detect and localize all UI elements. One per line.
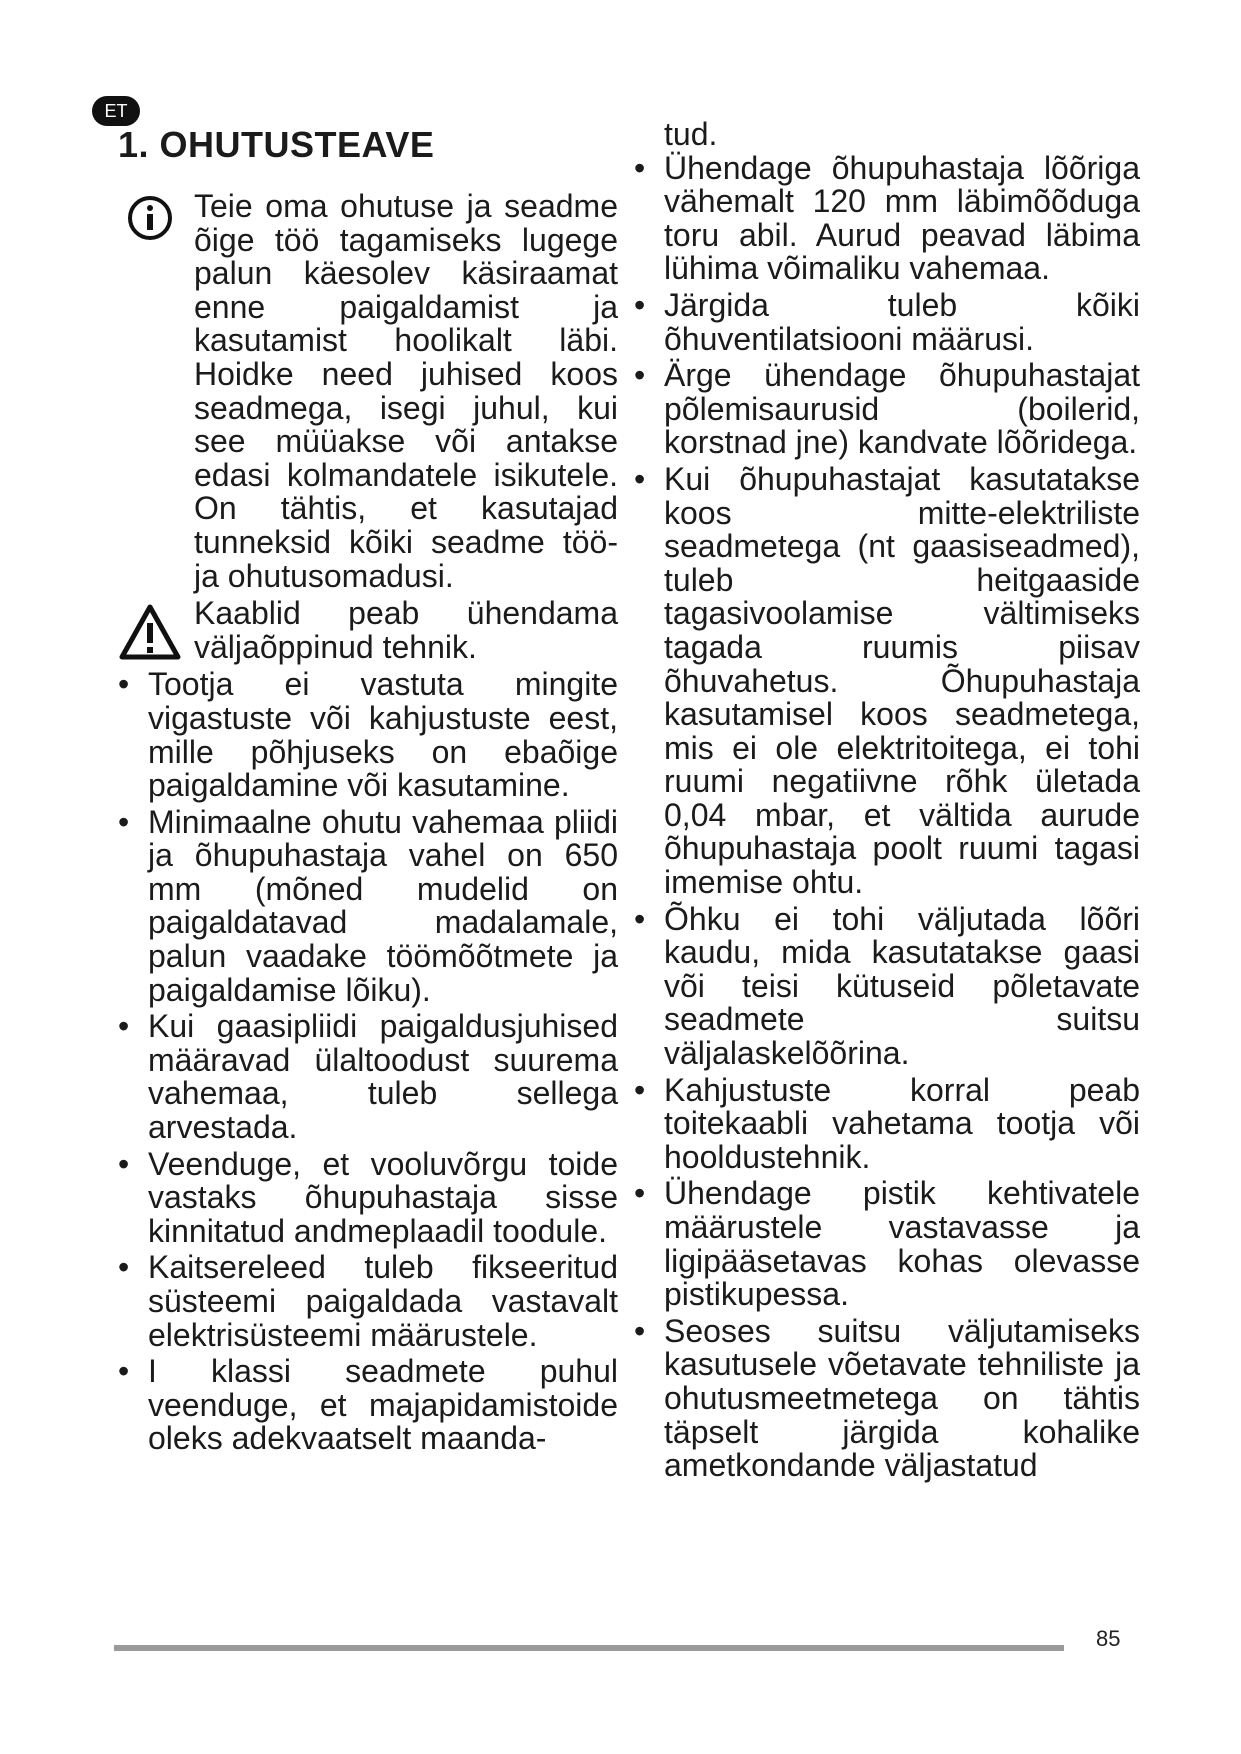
list-item: • Ühendage õhupuhastaja lõõriga vähemalt 120 mm läbimõõduga toru abil. Aurud peavad läbima lühima võimaliku vahemaa. <box>634 152 1140 286</box>
info-notice <box>118 190 618 593</box>
list-item: • Kui gaasipliidi paigaldusjuhised määravad ülaltoodust suurema vahemaa, tuleb sellega arvestada. <box>118 1010 618 1144</box>
list-item: • Kaitsereleed tuleb fikseeritud süsteemi paigaldada vastavalt elektrisüsteemi määrustele. <box>118 1251 618 1352</box>
info-text: Teie oma ohutuse ja seadme õige töö tagamiseks lugege palun käesolev käsiraamat enne paigaldamist ja kasutamist hoolikalt läbi. Hoidke need juhised koos seadmega, isegi juhul, kui see müüakse või antakse edasi kolmandatele isikutele. On tähtis, et kasutajad tunneksid kõiki seadme töö- ja ohutusomadusi. <box>194 188 618 594</box>
info-circle-icon <box>126 194 174 242</box>
footer-divider <box>114 1645 1064 1651</box>
page-number: 85 <box>1096 1626 1121 1651</box>
list-item: • Ärge ühendage õhupuhastajat põlemisaurusid (boilerid, korstnad jne) kandvate lõõridega. <box>634 359 1140 460</box>
list-item: • Veenduge, et vooluvõrgu toide vastaks õhupuhastaja sisse kinnitatud andmeplaadil toodule. <box>118 1148 618 1249</box>
right-column <box>634 118 1140 1486</box>
list-item: • Kahjustuste korral peab toitekaabli vahetama tootja või hooldustehnik. <box>634 1074 1140 1175</box>
list-item: • Ühendage pistik kehtivatele määrustele vastavasse ja ligipääsetavas kohas olevasse pistikupessa. <box>634 1177 1140 1311</box>
right-bullet-list <box>634 149 1140 1484</box>
list-item: • Minimaalne ohutu vahemaa pliidi ja õhupuhastaja vahel on 650 mm (mõned mudelid on paigaldatavad madalamale, palun vaadake töömõõtmete ja paigaldamise lõiku). <box>118 806 618 1008</box>
warning-text: Kaablid peab ühendama väljaõppinud tehnik. <box>194 595 618 665</box>
list-item: • Järgida tuleb kõiki õhuventilatsiooni määrusi. <box>634 289 1140 356</box>
warning-triangle-icon <box>118 603 182 661</box>
list-item: • Kui õhupuhastajat kasutatakse koos mitte-elektriliste seadmetega (nt gaasiseadmed), tuleb heitgaaside tagasivoolamise vältimiseks tagada ruumis piisav õhuvahetus. Õhupuhastaja kasutamisel koos seadmetega, mis ei ole elektritoitega, ei tohi ruumi negatiivne rõhk ületada 0,04 mbar, et vältida aurude õhupuhastaja poolt ruumi tagasi imemise ohtu. <box>634 463 1140 900</box>
continuation-text: tud. <box>664 116 718 152</box>
left-column <box>118 190 618 1459</box>
left-bullet-list <box>118 668 618 1456</box>
list-item: • Tootja ei vastuta mingite vigastuste või kahjustuste eest, mille põhjuseks on ebaõige paigaldamine või kasutamine. <box>118 668 618 802</box>
list-item: • I klassi seadmete puhul veenduge, et majapidamistoide oleks adekvaatselt maanda- <box>118 1355 618 1456</box>
warning-notice <box>118 597 618 664</box>
list-item: • Seoses suitsu väljutamiseks kasutusele võetavate tehniliste ja ohutusmeetmetega on tähtis täpselt järgida kohalike ametkondande väljastatud <box>634 1315 1140 1483</box>
section-title: 1. OHUTUSTEAVE <box>118 124 435 165</box>
language-badge: ET <box>92 96 140 126</box>
list-item: • Õhku ei tohi väljutada lõõri kaudu, mida kasutatakse gaasi või teisi kütuseid põletavate seadmete suitsu väljalaskelõõrina. <box>634 903 1140 1071</box>
